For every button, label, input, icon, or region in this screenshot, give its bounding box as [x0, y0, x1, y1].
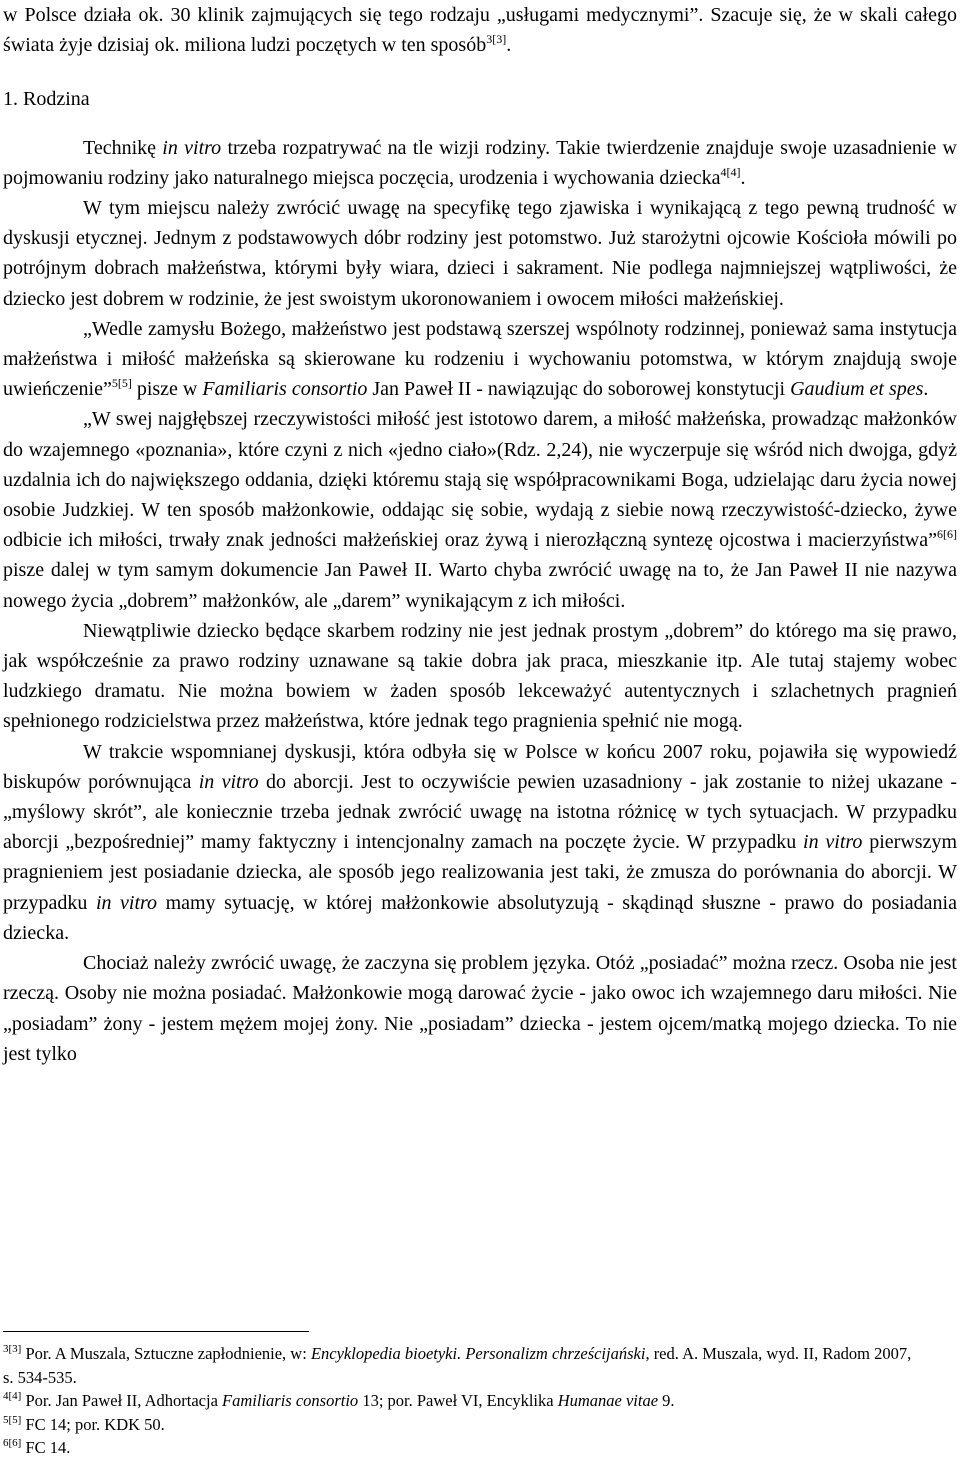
footnote-number: 4[4]: [3, 1390, 22, 1402]
italic-term: in vitro: [803, 831, 863, 854]
section-heading: [3, 84, 957, 114]
document-page: [3, 0, 958, 1457]
italic-title: Gaudium et spes: [790, 378, 924, 401]
footnote-separator: [3, 1331, 309, 1332]
section-number: 1.: [3, 88, 18, 111]
italic-term: in vitro: [198, 770, 259, 793]
italic-term: in vitro: [95, 891, 158, 914]
footnote-number: 5[5]: [3, 1413, 22, 1426]
footnotes: [3, 1342, 923, 1460]
footnote-number: 6[6]: [3, 1437, 22, 1449]
footnote-ref-4[interactable]: 4[4]: [720, 164, 741, 179]
italic-title: Familiaris consortio: [202, 378, 368, 401]
intro-text: w Polsce działa ok. 30 klinik zajmujących się tego rodzaju „usługami medycznymi”. Szacuje się, że w skali całego świata żyje dzisiaj ok. miliona ludzi poczętych w ten sposób: [3, 4, 957, 57]
paragraph-4: „W swej najgłębszej rzeczywistości miłość jest istotowo darem, a miłość małżeńska, prowadząc małżonków do wzajemnego «poznania», które czyni z nich «jedno ciało»(Rdz. 2,24), nie wyczerpuje się wśród nich dwojga, gdyż uzdalnia ich do największego oddania, dzięki któremu stają się współpracownikami Boga, udzielając daru życia nowej osobie Judzkiej. W ten sposób małżonkowie, oddając się sobie, wydają z siebie nową rzeczywistość-dziecko, żywe odbicie ich miłości, trwały znak jedności małżeńskiej oraz żywą i nierozłączną syntezę ojcostwa i macierzyństwa”$^{6[6]}$ pisze dalej w tym samym dokumencie Jan Paweł II. Warto chyba zwrócić uwagę na to, że Jan Paweł II nie nazywa nowego życia „dobrem” małżonków, ale „darem” wynikającym z ich miłości.: [3, 408, 957, 612]
footnote-6: $^{6[6]}$ FC 14.: [3, 1437, 71, 1457]
footnote-number: 3[3]: [3, 1343, 22, 1355]
body-text: [3, 0, 957, 1069]
paragraph-5: Niewątpliwie dziecko będące skarbem rodziny nie jest jednak prostym „dobrem” do którego ma się prawo, jak współcześnie za prawo rodziny uznawane są takie dobra jak praca, mieszkanie itp. Ale tutaj stajemy wobec ludzkiego dramatu. Nie można bowiem w żaden sposób lekceważyć autentycznych i szlachetnych pragnień spełnionego rodzicielstwa przez małżeństwa, które jednak tego pragnienia spełnić nie mogą.: [3, 619, 957, 733]
footnote-5: $^{5[5]}$ FC 14; por. KDK 50.: [3, 1413, 165, 1434]
footnote-ref-3[interactable]: 3[3]: [486, 32, 507, 47]
paragraph-6: W trakcie wspomnianej dyskusji, która odbyła się w Polsce w końcu 2007 roku, pojawiła się wypowiedź biskupów porównująca in vitro do aborcji. Jest to oczywiście pewien uzasadniony - jak zostanie to niżej ukazane - „myślowy skrót”, ale koniecznie trzeba jednak zwrócić uwagę na istotna różnicę w tych sytuacjach. W przypadku aborcji „bezpośredniej” mamy faktyczny i intencjonalny zamach na poczęte życie. W przypadku in vitro pierwszym pragnieniem jest posiadanie dziecka, ale sposób jego realizowania jest taki, że zmusza do porównania do aborcji. W przypadku in vitro mamy sytuację, w której małżonkowie absolutyzują - skądinąd słuszne - prawo do posiadania dziecka.: [3, 740, 958, 944]
intro-paragraph: w Polsce działa ok. 30 klinik zajmujących się tego rodzaju „usługami medycznymi”. Szacuje się, że w skali całego świata żyje dzisiaj ok. miliona ludzi poczętych w ten sposób$^{3[3]}$.: [3, 4, 957, 57]
paragraph-1: Technikę in vitro trzeba rozpatrywać na tle wizji rodziny. Takie twierdzenie znajduje swoje uzasadnienie w pojmowaniu rodziny jako naturalnego miejsca poczęcia, urodzenia i wychowania dziecka$^{4[4]}$.: [3, 136, 958, 189]
paragraph-7: Chociaż należy zwrócić uwagę, że zaczyna się problem języka. Otóż „posiadać” można rzecz. Osoba nie jest rzeczą. Osoby nie można posiadać. Małżonkowie mogą darować życie - jako owoc ich wzajemnego daru miłości. Nie „posiadam” żony - jestem mężem mojej żony. Nie „posiadam” dziecka - jestem ojcem/matką mojego dziecka. To nie jest tylko: [3, 952, 957, 1065]
italic-term: in vitro: [162, 136, 222, 159]
paragraph-2: W tym miejscu należy zwrócić uwagę na specyfikę tego zjawiska i wynikającą z tego pewną trudność w dyskusji etycznej. Jednym z podstawowych dóbr rodziny jest potomstwo. Już starożytni ojcowie Kościoła mówili po potrójnym dobrach małżeństwa, którymi były wiara, dzieci i sakrament. Nie podlega najmniejszej wątpliwości, że dziecko jest dobrem w rodzinie, że jest swoistym ukoronowaniem i owocem miłości małżeńskiej.: [3, 197, 957, 310]
footnote-ref-5[interactable]: 5[5]: [111, 376, 132, 391]
paragraph-3: „Wedle zamysłu Bożego, małżeństwo jest podstawą szerszej wspólnoty rodzinnej, ponieważ sama instytucja małżeństwa i miłość małżeńska są skierowane ku rodzeniu i wychowaniu potomstwa, w którym znajdują swoje uwieńczenie”$^{5[5]}$ pisze w Familiaris consortio Jan Paweł II - nawiązując do soborowej konstytucji Gaudium et spes.: [3, 317, 957, 401]
section-title: Rodzina: [23, 88, 90, 111]
footnote-3: $^{3[3]}$ Por. A Muszala, Sztuczne zapłodnienie, w: Encyklopedia bioetyki. Personalizm chrześcijański, red. A. Muszala, wyd. II, Radom 2007, s. 534-535.: [3, 1343, 912, 1387]
footnote-4: $^{4[4]}$ Por. Jan Paweł II, Adhortacja Familiaris consortio 13; por. Paweł VI, Encyklika Humanae vitae 9.: [3, 1390, 675, 1410]
footnote-ref-6[interactable]: 6[6]: [937, 527, 957, 542]
